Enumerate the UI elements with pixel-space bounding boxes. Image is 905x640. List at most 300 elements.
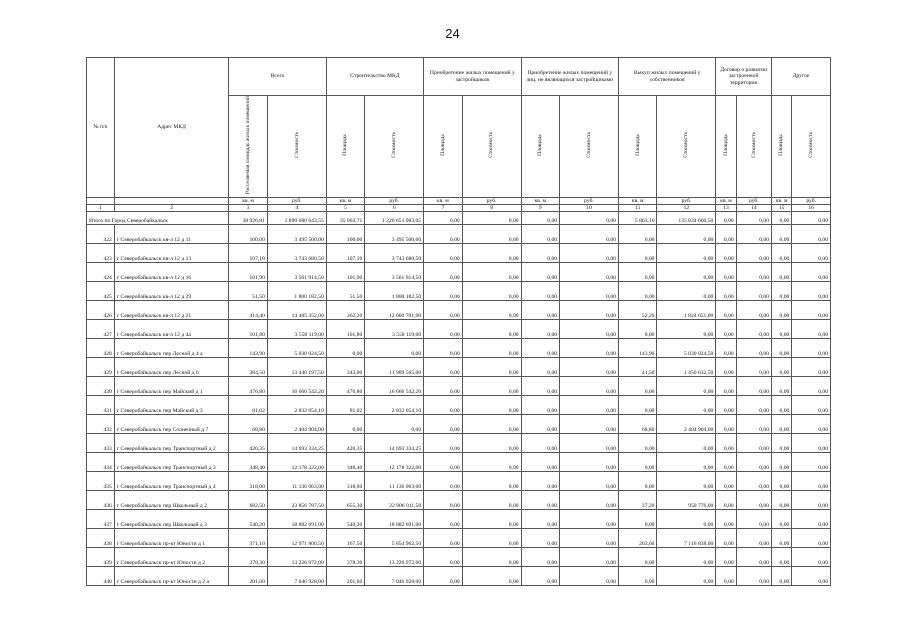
unit-cell: руб. <box>736 197 771 204</box>
row-value: 0,00 <box>618 472 657 491</box>
row-value: 0,00 <box>792 377 831 396</box>
row-value: 0,00 <box>772 434 792 453</box>
row-value: 0,00 <box>462 282 521 301</box>
row-value: 0,00 <box>521 320 560 339</box>
row-value: 414,40 <box>229 301 268 320</box>
table-row <box>87 225 831 244</box>
row-value: 14 485 352,00 <box>267 301 326 320</box>
row-value: 0,00 <box>424 339 463 358</box>
row-value: 0,00 <box>618 453 657 472</box>
row-value: 2 832 054,10 <box>267 396 326 415</box>
row-value: 0,00 <box>792 434 831 453</box>
row-value: 0,00 <box>792 510 831 529</box>
unit-cell <box>87 197 115 204</box>
row-address: г Северобайкальск кв-л 12 д 11 <box>114 225 229 244</box>
table-row <box>87 282 831 301</box>
row-value: 362,20 <box>326 301 365 320</box>
row-value: 68,80 <box>229 415 268 434</box>
row-number: 438 <box>87 529 115 548</box>
row-value: 0,00 <box>716 434 736 453</box>
total-value: 0,00 <box>772 212 792 225</box>
row-value: 0,00 <box>521 491 560 510</box>
total-value: 38 926,81 <box>229 212 268 225</box>
unit-cell: кв. м <box>326 197 365 204</box>
unit-cell: кв. м <box>424 197 463 204</box>
row-number: 431 <box>87 396 115 415</box>
row-address: г Северобайкальск пер Майский д 1 <box>114 377 229 396</box>
row-number: 426 <box>87 301 115 320</box>
row-value: 0,00 <box>736 320 771 339</box>
row-value: 0,00 <box>792 415 831 434</box>
row-value: 0,00 <box>618 320 657 339</box>
row-value: 0,00 <box>521 263 560 282</box>
row-number: 423 <box>87 244 115 263</box>
row-value: 0,00 <box>462 263 521 282</box>
sub-header-label: Площадь <box>778 134 785 156</box>
row-value: 0,00 <box>521 529 560 548</box>
row-address: г Северобайкальск пер Лесной д 6 <box>114 358 229 377</box>
total-value: 0,00 <box>716 212 736 225</box>
row-value: 7 046 928,00 <box>267 567 326 586</box>
resettlement-table <box>86 57 831 586</box>
row-value: 143,90 <box>229 339 268 358</box>
row-value: 3 561 914,50 <box>267 263 326 282</box>
row-value: 0,00 <box>326 415 365 434</box>
row-value: 0,00 <box>657 263 716 282</box>
unit-row <box>87 197 831 204</box>
row-value: 0,00 <box>792 320 831 339</box>
row-value: 0,00 <box>716 415 736 434</box>
row-value: 0,00 <box>424 491 463 510</box>
row-value: 0,00 <box>462 567 521 586</box>
row-value: 12 971 800,50 <box>267 529 326 548</box>
row-value: 0,00 <box>772 225 792 244</box>
row-value: 5 030 024,50 <box>657 339 716 358</box>
row-value: 0,00 <box>792 567 831 586</box>
row-address: г Северобайкальск кв-л 12 д 13 <box>114 244 229 263</box>
row-value: 12 660 701,00 <box>365 301 424 320</box>
sub-header-cell <box>716 96 736 198</box>
row-value: 0,00 <box>792 301 831 320</box>
row-value: 23 856 787,50 <box>267 491 326 510</box>
column-number-cell: 4 <box>267 205 326 212</box>
row-value: 7 046 928,00 <box>365 567 424 586</box>
row-value: 1 450 632,50 <box>657 358 716 377</box>
row-value: 13 226 972,00 <box>365 548 424 567</box>
row-value: 0,00 <box>521 282 560 301</box>
table-body <box>87 212 831 586</box>
row-number: 434 <box>87 453 115 472</box>
column-number-cell: 7 <box>424 205 463 212</box>
row-value: 68,80 <box>618 415 657 434</box>
row-value: 0,00 <box>462 453 521 472</box>
row-value: 81,02 <box>326 396 365 415</box>
row-value: 0,00 <box>521 396 560 415</box>
row-address: г Северобайкальск пер Школьный д 3 <box>114 510 229 529</box>
row-value: 13 440 197,50 <box>267 358 326 377</box>
row-value: 52,20 <box>618 301 657 320</box>
row-value: 0,00 <box>618 263 657 282</box>
row-value: 0,00 <box>772 339 792 358</box>
row-value: 0,00 <box>618 510 657 529</box>
row-value: 0,00 <box>462 434 521 453</box>
row-value: 5 030 024,50 <box>267 339 326 358</box>
row-value: 1 824 651,00 <box>657 301 716 320</box>
row-value: 0,00 <box>424 282 463 301</box>
table-row <box>87 510 831 529</box>
row-value: 0,00 <box>657 453 716 472</box>
row-value: 0,00 <box>560 510 619 529</box>
row-value: 0,00 <box>618 225 657 244</box>
total-label: Итого по Город Северобайкальск <box>87 212 229 225</box>
table-row <box>87 491 831 510</box>
column-number-cell: 13 <box>716 205 736 212</box>
row-value: 0,00 <box>560 301 619 320</box>
row-value: 18 882 691,00 <box>267 510 326 529</box>
table-row <box>87 339 831 358</box>
row-value: 1 800 182,50 <box>365 282 424 301</box>
sub-header-label: Стоимость <box>391 132 397 158</box>
row-value: 0,00 <box>736 510 771 529</box>
row-value: 0,00 <box>560 244 619 263</box>
row-value: 0,00 <box>424 244 463 263</box>
column-number-cell: 1 <box>87 205 115 212</box>
table-header <box>87 58 831 212</box>
row-value: 3 558 119,00 <box>267 320 326 339</box>
group-header-row <box>87 58 831 96</box>
row-value: 0,00 <box>772 548 792 567</box>
sub-header-cell <box>792 96 831 198</box>
row-value: 0,00 <box>424 548 463 567</box>
row-value: 0,00 <box>657 244 716 263</box>
row-value: 0,00 <box>521 377 560 396</box>
row-value: 0,00 <box>424 415 463 434</box>
row-number: 440 <box>87 567 115 586</box>
unit-cell <box>114 197 229 204</box>
row-value: 0,00 <box>462 491 521 510</box>
column-number-cell: 16 <box>792 205 831 212</box>
row-value: 0,00 <box>560 358 619 377</box>
total-value: 35 063,71 <box>326 212 365 225</box>
row-value: 0,00 <box>462 548 521 567</box>
unit-cell: руб. <box>267 197 326 204</box>
row-value: 0,00 <box>716 529 736 548</box>
row-value: 0,00 <box>736 567 771 586</box>
row-value: 0,00 <box>521 244 560 263</box>
row-value: 0,00 <box>521 453 560 472</box>
row-value: 420,35 <box>229 434 268 453</box>
row-value: 0,00 <box>657 567 716 586</box>
row-address: г Северобайкальск кв-л 12 д 4а <box>114 320 229 339</box>
row-value: 0,00 <box>462 396 521 415</box>
row-value: 0,00 <box>736 301 771 320</box>
row-value: 0,00 <box>772 358 792 377</box>
row-number: 427 <box>87 320 115 339</box>
row-value: 343,00 <box>326 358 365 377</box>
row-value: 0,00 <box>521 567 560 586</box>
table-row <box>87 377 831 396</box>
total-value: 5 863,10 <box>618 212 657 225</box>
row-address: г Северобайкальск кв-л 12 д 29 <box>114 282 229 301</box>
row-value: 0,00 <box>424 472 463 491</box>
sub-header-label: Площадь <box>722 134 729 156</box>
table-row <box>87 567 831 586</box>
table-row <box>87 415 831 434</box>
column-number-cell: 8 <box>462 205 521 212</box>
row-value: 0,00 <box>736 548 771 567</box>
sub-header-label: Стоимость <box>750 132 757 158</box>
row-value: 0,00 <box>521 472 560 491</box>
row-value: 0,00 <box>736 225 771 244</box>
row-value: 0,00 <box>618 396 657 415</box>
row-value: 0,00 <box>462 377 521 396</box>
unit-cell: руб. <box>462 197 521 204</box>
row-address: г Северобайкальск пер Майский д 3 <box>114 396 229 415</box>
sub-header-cell <box>462 96 521 198</box>
row-value: 0,00 <box>618 548 657 567</box>
table-row <box>87 301 831 320</box>
row-number: 436 <box>87 491 115 510</box>
table-row <box>87 263 831 282</box>
row-number: 432 <box>87 415 115 434</box>
unit-cell: кв. м <box>618 197 657 204</box>
row-value: 0,00 <box>736 263 771 282</box>
row-value: 14 693 334,25 <box>267 434 326 453</box>
row-value: 12 178 322,00 <box>267 453 326 472</box>
sub-header-label: Площадь <box>342 134 349 156</box>
row-value: 0,00 <box>736 377 771 396</box>
row-value: 655,30 <box>326 491 365 510</box>
total-value: 1 890 680 643,55 <box>267 212 326 225</box>
row-value: 0,00 <box>424 225 463 244</box>
row-value: 0,00 <box>560 491 619 510</box>
page-number: 24 <box>445 26 460 41</box>
group-header: Строительство МКД <box>326 58 423 96</box>
row-value: 0,00 <box>462 510 521 529</box>
row-value: 0,00 <box>736 453 771 472</box>
unit-cell: кв. м <box>772 197 792 204</box>
row-value: 3 743 680,50 <box>267 244 326 263</box>
row-value: 348,40 <box>229 453 268 472</box>
row-value: 384,50 <box>229 358 268 377</box>
row-value: 0,00 <box>560 320 619 339</box>
total-value: 0,00 <box>424 212 463 225</box>
row-value: 201,60 <box>229 567 268 586</box>
row-value: 0,00 <box>657 472 716 491</box>
row-value: 0,00 <box>716 320 736 339</box>
row-value: 0,00 <box>716 472 736 491</box>
row-value: 0,00 <box>736 472 771 491</box>
row-value: 0,00 <box>736 396 771 415</box>
row-value: 0,00 <box>560 377 619 396</box>
row-value: 100,00 <box>326 225 365 244</box>
row-value: 51,50 <box>326 282 365 301</box>
unit-cell: руб. <box>657 197 716 204</box>
sub-header-cell <box>326 96 365 198</box>
row-value: 0,00 <box>424 263 463 282</box>
row-value: 2 832 054,10 <box>365 396 424 415</box>
row-value: 0,00 <box>462 339 521 358</box>
column-number-cell: 3 <box>229 205 268 212</box>
row-value: 0,00 <box>736 358 771 377</box>
row-value: 14 693 334,25 <box>365 434 424 453</box>
row-value: 0,00 <box>618 244 657 263</box>
sub-header-cell <box>560 96 619 198</box>
row-value: 0,00 <box>716 244 736 263</box>
row-address: г Северобайкальск пер Солнечный д 7 <box>114 415 229 434</box>
row-value: 143,90 <box>618 339 657 358</box>
row-value: 18 882 691,00 <box>365 510 424 529</box>
row-value: 0,00 <box>521 548 560 567</box>
row-number: 435 <box>87 472 115 491</box>
row-address: г Северобайкальск пр-кт Юности д 2 а <box>114 567 229 586</box>
row-value: 0,00 <box>560 472 619 491</box>
row-value: 2 404 904,00 <box>267 415 326 434</box>
row-address: г Северобайкальск пр-кт Юности д 1 <box>114 529 229 548</box>
row-value: 0,00 <box>657 434 716 453</box>
row-value: 2 404 904,00 <box>657 415 716 434</box>
row-value: 0,00 <box>657 396 716 415</box>
sub-header-label: Стоимость <box>807 132 814 158</box>
row-value: 11 136 063,00 <box>365 472 424 491</box>
row-value: 0,00 <box>772 510 792 529</box>
row-value: 0,00 <box>657 377 716 396</box>
row-value: 0,00 <box>772 453 792 472</box>
row-value: 0,00 <box>560 453 619 472</box>
row-value: 0,00 <box>772 263 792 282</box>
table-row <box>87 396 831 415</box>
row-value: 107,10 <box>326 244 365 263</box>
row-value: 0,00 <box>462 529 521 548</box>
total-value: 135 034 660,50 <box>657 212 716 225</box>
row-value: 0,00 <box>772 301 792 320</box>
row-value: 0,00 <box>560 415 619 434</box>
sub-header-label: Площадь <box>439 134 446 156</box>
row-value: 0,00 <box>462 244 521 263</box>
sub-header-label: Расселяемая площадь жилых помещений <box>244 96 251 195</box>
group-header: Всего <box>229 58 326 96</box>
unit-cell: кв. м <box>716 197 736 204</box>
total-value: 0,00 <box>521 212 560 225</box>
row-number: 429 <box>87 358 115 377</box>
row-value: 0,00 <box>462 320 521 339</box>
row-value: 0,00 <box>462 301 521 320</box>
row-value: 0,00 <box>424 434 463 453</box>
unit-cell: кв. м <box>229 197 268 204</box>
row-value: 318,00 <box>229 472 268 491</box>
row-value: 0,00 <box>716 263 736 282</box>
row-address: г Северобайкальск пер Транспортный д 2 <box>114 434 229 453</box>
row-number: 437 <box>87 510 115 529</box>
row-value: 0,00 <box>792 472 831 491</box>
row-value: 0,00 <box>716 301 736 320</box>
row-value: 0,00 <box>560 339 619 358</box>
column-number-cell: 12 <box>657 205 716 212</box>
row-value: 0,00 <box>792 529 831 548</box>
row-value: 0,00 <box>716 339 736 358</box>
row-address: г Северобайкальск пр-кт Юности д 2 <box>114 548 229 567</box>
row-value: 0,00 <box>716 567 736 586</box>
total-value: 1 226 651 983,05 <box>365 212 424 225</box>
column-number-cell: 10 <box>560 205 619 212</box>
row-address: г Северобайкальск пер Транспортный д 4 <box>114 472 229 491</box>
sub-header-cell <box>424 96 463 198</box>
row-value: 16 666 542,20 <box>267 377 326 396</box>
row-value: 0,00 <box>424 358 463 377</box>
row-value: 0,00 <box>736 339 771 358</box>
row-value: 0,00 <box>736 491 771 510</box>
unit-cell: кв. м <box>521 197 560 204</box>
total-row <box>87 212 831 225</box>
row-value: 0,00 <box>657 282 716 301</box>
row-value: 0,00 <box>772 282 792 301</box>
row-value: 0,00 <box>365 415 424 434</box>
row-value: 0,00 <box>521 358 560 377</box>
table-row <box>87 358 831 377</box>
row-value: 0,00 <box>657 225 716 244</box>
row-value: 0,00 <box>521 301 560 320</box>
row-value: 0,00 <box>792 548 831 567</box>
row-value: 950 776,00 <box>657 491 716 510</box>
total-value: 0,00 <box>792 212 831 225</box>
sub-header-cell <box>736 96 771 198</box>
row-value: 0,00 <box>716 377 736 396</box>
table-row <box>87 320 831 339</box>
row-value: 0,00 <box>618 434 657 453</box>
sub-header-label: Площадь <box>634 134 641 156</box>
row-value: 0,00 <box>560 548 619 567</box>
row-value: 16 666 542,20 <box>365 377 424 396</box>
sub-header-label: Стоимость <box>488 132 495 158</box>
row-value: 0,00 <box>772 472 792 491</box>
sub-header-label: Стоимость <box>683 132 690 158</box>
row-value: 11 136 063,00 <box>267 472 326 491</box>
row-value: 0,00 <box>521 339 560 358</box>
row-value: 0,00 <box>424 301 463 320</box>
row-value: 101,80 <box>229 320 268 339</box>
column-number-cell: 11 <box>618 205 657 212</box>
row-value: 0,00 <box>560 225 619 244</box>
row-value: 420,35 <box>326 434 365 453</box>
row-address: г Северобайкальск пер Транспортный д 3 <box>114 453 229 472</box>
row-value: 348,40 <box>326 453 365 472</box>
column-number-cell: 2 <box>114 205 229 212</box>
row-value: 0,00 <box>560 567 619 586</box>
row-value: 101,80 <box>326 320 365 339</box>
row-value: 0,00 <box>716 548 736 567</box>
column-number-cell: 15 <box>772 205 792 212</box>
table-row <box>87 472 831 491</box>
row-value: 0,00 <box>736 282 771 301</box>
row-value: 0,00 <box>560 282 619 301</box>
row-value: 22 906 011,50 <box>365 491 424 510</box>
table-row <box>87 453 831 472</box>
row-number: 439 <box>87 548 115 567</box>
row-value: 51,50 <box>229 282 268 301</box>
row-value: 11 989 565,00 <box>365 358 424 377</box>
row-value: 0,00 <box>772 415 792 434</box>
row-value: 0,00 <box>736 244 771 263</box>
row-value: 540,20 <box>229 510 268 529</box>
row-value: 0,00 <box>424 396 463 415</box>
table-row <box>87 434 831 453</box>
row-value: 0,00 <box>521 415 560 434</box>
table-row <box>87 529 831 548</box>
row-value: 378,30 <box>326 548 365 567</box>
sub-header-label: Стоимость <box>585 132 592 158</box>
sub-header-cell <box>365 96 424 198</box>
row-value: 0,00 <box>792 358 831 377</box>
